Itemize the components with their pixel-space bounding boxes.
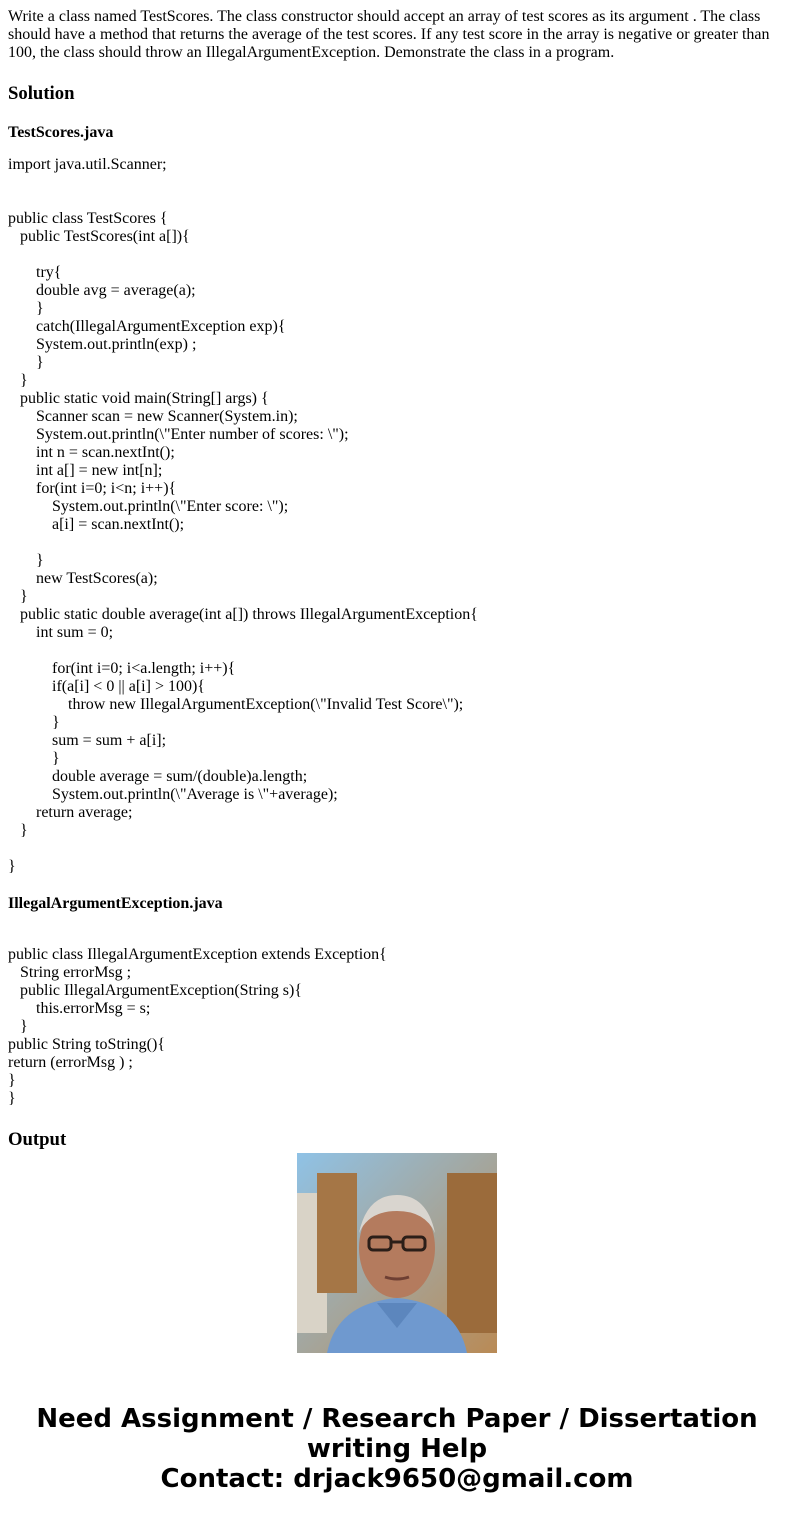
solution-heading: Solution (8, 83, 75, 104)
document-body (8, 8, 786, 1150)
author-photo-graphic (297, 1153, 497, 1353)
output-heading: Output (8, 1129, 67, 1150)
contact-banner (0, 1404, 794, 1494)
code-block-testscores: import java.util.Scanner; public class TestScores { public TestScores(int a[]){ try{ double avg = average(a); } catch(IllegalArgumentException exp){ System.out.println(exp) ; } } public static void main(String[] args) { Scanner scan = new Scanner(System.in); System.out.println(\"Enter number of scores: \"); int n = scan.nextInt(); int a[] = new int[n]; for(int i=0; i<n; i++){ System.out.println(\"Enter score: \"); a[i] = scan.nextInt(); } new TestScores(a); } public static double average(int a[]) throws IllegalArgumentException{ int sum = 0; for(int i=0; i<a.length; i++){ if(a[i] < 0 || a[i] > 100){ throw new IllegalArgumentException(\"Invalid Test Score\"); } sum = sum + a[i]; } double average = sum/(double)a.length; System.out.println(\"Average is \"+average); return average; } } (8, 156, 478, 875)
file-heading-illegalargumentexception: IllegalArgumentException.java (8, 895, 223, 912)
contact-line-2: writing Help (306, 1434, 488, 1464)
contact-line-1: Need Assignment / Research Paper / Dissertation (36, 1404, 758, 1434)
code-block-illegalargumentexception: public class IllegalArgumentException extends Exception{ String errorMsg ; public IllegalArgumentException(String s){ this.errorMsg = s; } public String toString(){ return (errorMsg ) ; } } (8, 946, 387, 1107)
contact-line-3: Contact: drjack9650@gmail.com (160, 1464, 634, 1494)
question-text: Write a class named TestScores. The class constructor should accept an array of test scores as its argument . The class should have a method that returns the average of the test scores. If any test score in the array is negative or greater than 100, the class should throw an IllegalArgumentException. Demonstrate the class in a program. (8, 8, 770, 61)
file-heading-testscores: TestScores.java (8, 124, 114, 141)
author-photo (297, 1153, 497, 1353)
